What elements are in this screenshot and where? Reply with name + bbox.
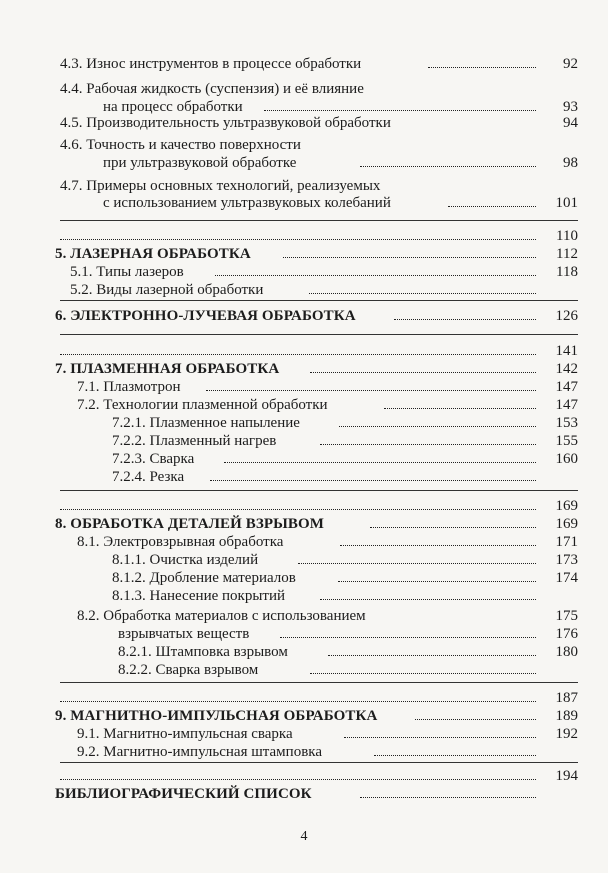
dot-leader [344, 737, 536, 738]
toc-page-number: 176 [555, 626, 578, 642]
section-divider [60, 762, 578, 763]
toc-entry [0, 496, 608, 516]
toc-entry [0, 306, 608, 326]
dot-leader [215, 275, 536, 276]
toc-entry-label: 5.2. Виды лазерной обработки [70, 282, 264, 298]
toc-page-number: 192 [555, 726, 578, 742]
toc-entry-label: на процесс обработки [103, 99, 243, 115]
toc-entry-label: 9.2. Магнитно-импульсная штамповка [77, 744, 323, 760]
toc-entry [0, 244, 608, 264]
page-number-footer: 4 [300, 829, 308, 844]
dot-leader [320, 599, 536, 600]
toc-entry-label: 7.2.3. Сварка [112, 451, 195, 467]
toc-entry [0, 193, 608, 213]
toc-entry [0, 706, 608, 726]
toc-entry [0, 550, 608, 570]
toc-entry-label: 4.6. Точность и качество поверхности [60, 137, 301, 153]
toc-entry [0, 724, 608, 744]
dot-leader [60, 239, 536, 240]
toc-page-number: 147 [555, 379, 578, 395]
toc-page-number: 171 [555, 534, 578, 550]
dot-leader [415, 719, 536, 720]
dot-leader [60, 509, 536, 510]
toc-entry [0, 766, 608, 786]
toc-page-number: 110 [556, 228, 578, 244]
toc-page-number: 126 [555, 308, 578, 324]
toc-entry [0, 226, 608, 246]
toc-page-number: 169 [555, 498, 578, 514]
toc-entry-label: 4.5. Производительность ультразвуковой обработки [60, 115, 391, 131]
toc-entry-label: 9.1. Магнитно-импульсная сварка [77, 726, 293, 742]
toc-entry [0, 660, 608, 680]
toc-entry [0, 514, 608, 534]
dot-leader [210, 480, 536, 481]
toc-entry [0, 395, 608, 415]
dot-leader [264, 110, 536, 111]
toc-entry [0, 262, 608, 282]
section-divider [60, 682, 578, 683]
toc-page-number: 174 [555, 570, 578, 586]
toc-entry [0, 113, 608, 133]
chapter-heading: 7. ПЛАЗМЕННАЯ ОБРАБОТКА [55, 361, 280, 377]
chapter-heading: 9. МАГНИТНО-ИМПУЛЬСНАЯ ОБРАБОТКА [55, 708, 378, 724]
toc-page-number: 112 [556, 246, 578, 262]
dot-leader [320, 444, 536, 445]
toc-entry-label: 7.2.4. Резка [112, 469, 185, 485]
toc-page-number: 118 [556, 264, 578, 280]
dot-leader [338, 581, 536, 582]
toc-page-number: 92 [563, 56, 578, 72]
toc-entry-label: 7.2.1. Плазменное напыление [112, 415, 300, 431]
toc-entry [0, 449, 608, 469]
toc-page-number: 187 [555, 690, 578, 706]
dot-leader [60, 779, 536, 780]
toc-entry-label: 4.3. Износ инструментов в процессе обработки [60, 56, 362, 72]
toc-entry [0, 135, 608, 155]
dot-leader [309, 293, 536, 294]
toc-entry [0, 431, 608, 451]
section-divider [60, 490, 578, 491]
dot-leader [384, 408, 536, 409]
toc-page-number: 160 [555, 451, 578, 467]
section-divider [60, 300, 578, 301]
toc-entry [0, 568, 608, 588]
dot-leader [448, 206, 536, 207]
toc-entry-label: при ультразвуковой обработке [103, 155, 297, 171]
toc-entry-label: 8.2.1. Штамповка взрывом [118, 644, 288, 660]
dot-leader [310, 372, 536, 373]
dot-leader [298, 563, 536, 564]
toc-entry-label: 8.1. Электровзрывная обработка [77, 534, 284, 550]
toc-page-number: 98 [563, 155, 578, 171]
toc-entry-label: 8.1.3. Нанесение покрытий [112, 588, 286, 604]
dot-leader [374, 755, 536, 756]
toc-entry [0, 586, 608, 606]
toc-entry-label: 7.1. Плазмотрон [77, 379, 181, 395]
dot-leader [60, 701, 536, 702]
toc-entry-label: 8.1.1. Очистка изделий [112, 552, 259, 568]
chapter-heading: 6. ЭЛЕКТРОННО-ЛУЧЕВАЯ ОБРАБОТКА [55, 308, 356, 324]
toc-entry-label: с использованием ультразвуковых колебаний [103, 195, 391, 211]
toc-page-number: 189 [555, 708, 578, 724]
toc-entry [0, 467, 608, 487]
toc-page-number: 194 [555, 768, 578, 784]
toc-entry [0, 742, 608, 762]
toc-page-number: 94 [563, 115, 578, 131]
chapter-heading: БИБЛИОГРАФИЧЕСКИЙ СПИСОК [55, 786, 312, 802]
toc-page-number: 180 [555, 644, 578, 660]
toc-entry [0, 624, 608, 644]
toc-entry [0, 606, 608, 626]
chapter-heading: 8. ОБРАБОТКА ДЕТАЛЕЙ ВЗРЫВОМ [55, 516, 325, 532]
dot-leader [370, 527, 536, 528]
chapter-heading: 5. ЛАЗЕРНАЯ ОБРАБОТКА [55, 246, 251, 262]
section-divider [60, 334, 578, 335]
toc-page-number: 142 [555, 361, 578, 377]
toc-page-number: 147 [555, 397, 578, 413]
dot-leader [360, 166, 536, 167]
dot-leader [339, 426, 536, 427]
toc-entry-label: 8.2. Обработка материалов с использованием [77, 608, 366, 624]
dot-leader [328, 655, 536, 656]
toc-page-number: 141 [555, 343, 578, 359]
toc-entry [0, 341, 608, 361]
toc-entry [0, 784, 608, 804]
toc-entry-label: 4.4. Рабочая жидкость (суспензия) и её влияние [60, 81, 364, 97]
toc-page-number: 153 [555, 415, 578, 431]
toc-entry [0, 153, 608, 173]
dot-leader [394, 319, 536, 320]
toc-entry [0, 377, 608, 397]
toc-entry-label: 7.2. Технологии плазменной обработки [77, 397, 328, 413]
toc-page-number: 173 [555, 552, 578, 568]
toc-entry [0, 688, 608, 708]
dot-leader [283, 257, 536, 258]
dot-leader [310, 673, 536, 674]
toc-page-number: 93 [563, 99, 578, 115]
toc-entry [0, 79, 608, 99]
toc-page-number: 175 [555, 608, 578, 624]
toc-entry [0, 280, 608, 300]
dot-leader [280, 637, 536, 638]
toc-page-number: 155 [555, 433, 578, 449]
toc-entry-label: 5.1. Типы лазеров [70, 264, 184, 280]
toc-page-number: 101 [555, 195, 578, 211]
dot-leader [60, 354, 536, 355]
toc-entry [0, 54, 608, 74]
dot-leader [224, 462, 536, 463]
toc-page-number: 169 [555, 516, 578, 532]
toc-entry-label: 8.1.2. Дробление материалов [112, 570, 296, 586]
dot-leader [360, 797, 536, 798]
toc-entry [0, 359, 608, 379]
toc-entry [0, 642, 608, 662]
toc-entry-label: взрывчатых веществ [118, 626, 250, 642]
section-divider [60, 220, 578, 221]
toc-entry-label: 8.2.2. Сварка взрывом [118, 662, 259, 678]
toc-entry-label: 4.7. Примеры основных технологий, реализуемых [60, 178, 381, 194]
dot-leader [428, 67, 536, 68]
toc-entry [0, 532, 608, 552]
dot-leader [206, 390, 536, 391]
toc-entry [0, 413, 608, 433]
toc-entry-label: 7.2.2. Плазменный нагрев [112, 433, 277, 449]
dot-leader [340, 545, 536, 546]
